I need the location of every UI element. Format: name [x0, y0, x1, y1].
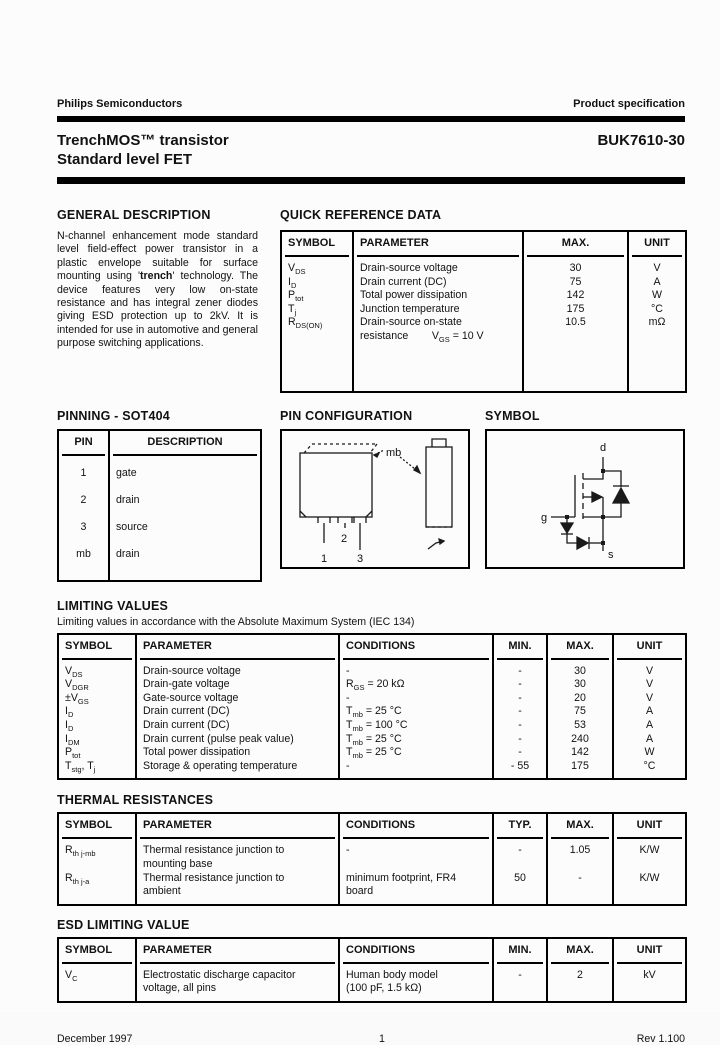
table-row: mb drain	[58, 542, 261, 569]
table-spacer-row	[58, 569, 261, 581]
column-header: TYP.	[493, 813, 547, 839]
column-header: UNIT	[613, 634, 686, 660]
package-and-symbol-row	[57, 409, 685, 582]
limiting-values-subtitle: Limiting values in accordance with the Absolute Maximum System (IEC 134)	[57, 615, 415, 628]
column-header: SYMBOL	[58, 813, 136, 839]
general-description-text: N-channel enhancement mode standard level field-effect power transistor in a plastic envelope suitable for surface mounting using 'trench' technology. The device features very low on-state resistance and has integral zener diodes giving ESD protection up to 2kV. It is intended for use in automotive and general purpose switching applications.	[57, 230, 258, 350]
table-row: $R_{th j-mb}$ Thermal resistance junction to mounting base - - 1.05 K/W	[58, 839, 686, 871]
quick-reference-heading: QUICK REFERENCE DATA	[280, 208, 442, 222]
column-header: UNIT	[613, 938, 686, 964]
footer-revision: Rev 1.100	[636, 1032, 685, 1045]
table-header-row	[58, 938, 686, 964]
page-number: 1	[379, 1032, 385, 1045]
thermal-resistances-table	[57, 812, 687, 905]
table-row: $I_{DM}$ Drain current (pulse peak value) $T_{mb} = 25$ °C - 240 A	[58, 733, 686, 747]
column-header: MIN.	[493, 938, 547, 964]
column-header: MAX.	[547, 938, 613, 964]
table-row: 2 drain	[58, 488, 261, 515]
table-spacer-row	[281, 344, 686, 392]
column-header: PARAMETER	[136, 634, 339, 660]
pin-configuration-section	[280, 409, 470, 582]
description-and-quickref	[57, 208, 685, 393]
limiting-values-heading: LIMITING VALUES	[57, 598, 169, 613]
pin2-label: 2	[341, 532, 348, 545]
mb-label: mb	[386, 446, 402, 459]
symbol-figure	[485, 429, 685, 569]
esd-limiting-value-heading: ESD LIMITING VALUE	[57, 917, 190, 932]
table-row: $T_{stg}$, $T_j$ Storage & operating temperature - - 55 175 °C	[58, 760, 686, 780]
package-front-view	[300, 453, 372, 517]
package-drawing-icon	[282, 431, 468, 567]
pin-configuration-figure	[280, 429, 470, 569]
table-row: 3 source	[58, 515, 261, 542]
source-label: s	[608, 548, 614, 561]
symbol-section	[485, 409, 685, 582]
table-row: $R_{DS(ON)}$ Drain-source on-state 10.5 mΩ	[281, 316, 686, 330]
column-header: DESCRIPTION	[109, 430, 261, 456]
product-title-line1: TrenchMOS™ transistor	[57, 132, 229, 149]
table-row: $P_{tot}$ Total power dissipation $T_{mb} = 25$ °C - 142 W	[58, 746, 686, 760]
table-row: 1 gate	[58, 456, 261, 488]
esd-limiting-value-section	[57, 918, 685, 1003]
tab-outline	[304, 444, 377, 453]
gate-label: g	[541, 511, 548, 524]
column-header: CONDITIONS	[339, 634, 493, 660]
column-header: CONDITIONS	[339, 813, 493, 839]
part-number: BUK7610-30	[597, 132, 685, 149]
column-header: UNIT	[628, 231, 686, 257]
document-header	[57, 98, 685, 110]
footer-date: December 1997	[57, 1032, 133, 1045]
pin1-label: 1	[321, 552, 328, 565]
product-title-line2: Standard level FET	[57, 151, 193, 168]
document-footer	[57, 1033, 685, 1045]
pinning-heading: PINNING - SOT404	[57, 408, 170, 423]
column-header: UNIT	[613, 813, 686, 839]
package-side-view	[426, 447, 452, 527]
thermal-resistances-heading: THERMAL RESISTANCES	[57, 793, 214, 808]
column-header: SYMBOL	[281, 231, 353, 257]
publisher-name: Philips Semiconductors	[57, 98, 183, 110]
symbol-heading: SYMBOL	[485, 408, 540, 423]
column-header: MIN.	[493, 634, 547, 660]
drain-label: d	[600, 441, 607, 454]
header-rule-bottom	[57, 177, 685, 184]
product-title	[57, 131, 229, 169]
table-row: $I_D$ Drain current (DC) $T_{mb} = 100$ °C - 53 A	[58, 719, 686, 733]
pin-configuration-heading: PIN CONFIGURATION	[280, 408, 413, 423]
column-header: SYMBOL	[58, 634, 136, 660]
pinning-table	[57, 429, 262, 582]
column-header: MAX.	[547, 813, 613, 839]
table-header-row	[281, 231, 686, 257]
column-header: SYMBOL	[58, 938, 136, 964]
quick-reference-table	[280, 230, 687, 393]
table-row: $I_D$ Drain current (DC) 75 A	[281, 276, 686, 290]
column-header: PARAMETER	[136, 938, 339, 964]
quick-reference-section	[280, 208, 685, 393]
table-row: $P_{tot}$ Total power dissipation 142 W	[281, 289, 686, 303]
header-rule-top	[57, 116, 685, 122]
table-row: $T_j$ Junction temperature 175 °C	[281, 303, 686, 317]
column-header: PARAMETER	[136, 813, 339, 839]
spec-type-label: Product specification	[573, 98, 685, 110]
pin3-label: 3	[357, 552, 364, 565]
table-row: resistance $V_{GS} = 10$ V	[281, 330, 686, 344]
title-row	[57, 131, 685, 169]
table-row: $R_{th j-a}$ Thermal resistance junction to ambient minimum footprint, FR4 board 50 - K/W	[58, 872, 686, 905]
table-row: $V_{DS}$ Drain-source voltage 30 V	[281, 257, 686, 276]
mosfet-symbol-icon	[487, 431, 683, 567]
general-description-section	[57, 208, 258, 393]
table-header-row	[58, 634, 686, 660]
table-row: $V_{DS}$ Drain-source voltage - - 30 V	[58, 660, 686, 679]
table-row: $I_D$ Drain current (DC) $T_{mb} = 25$ °C - 75 A	[58, 705, 686, 719]
column-header: PIN	[58, 430, 109, 456]
column-header: PARAMETER	[353, 231, 523, 257]
limiting-values-table	[57, 633, 687, 781]
column-header: MAX.	[547, 634, 613, 660]
table-header-row	[58, 430, 261, 456]
thermal-resistances-section	[57, 793, 685, 905]
esd-limiting-value-table	[57, 937, 687, 1003]
general-description-heading: GENERAL DESCRIPTION	[57, 208, 211, 222]
column-header: CONDITIONS	[339, 938, 493, 964]
pinning-section	[57, 409, 260, 582]
table-row: $V_{DGR}$ Drain-gate voltage $R_{GS} = 20$ kΩ - 30 V	[58, 678, 686, 692]
table-header-row	[58, 813, 686, 839]
table-row: $\pm V_{GS}$ Gate-source voltage - - 20 V	[58, 692, 686, 706]
column-header: MAX.	[523, 231, 628, 257]
limiting-values-section	[57, 599, 685, 781]
table-row: $V_C$ Electrostatic discharge capacitor voltage, all pins Human body model (100 pF, 1.5 kΩ) - 2 kV	[58, 964, 686, 1002]
